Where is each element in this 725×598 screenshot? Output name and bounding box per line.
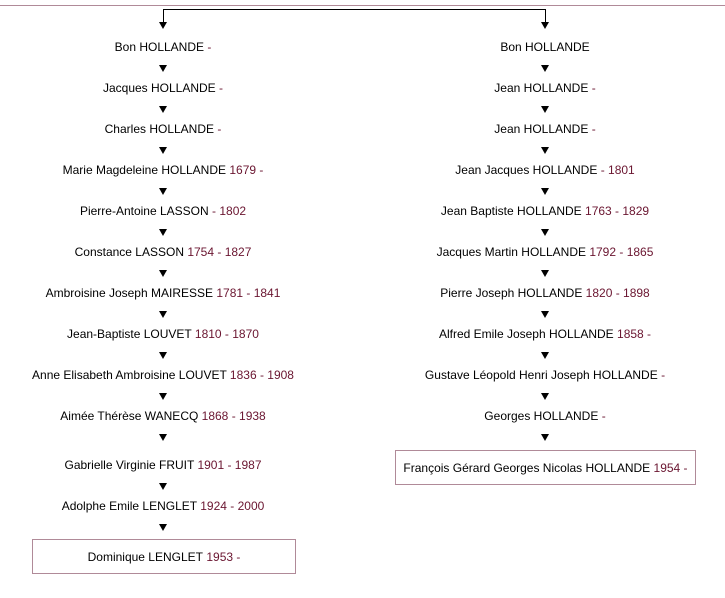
arrow-down-icon: [159, 311, 167, 318]
person-name: Pierre Joseph HOLLANDE: [440, 286, 583, 300]
arrow-down-icon: [159, 524, 167, 531]
arrow-down-icon: [159, 188, 167, 195]
person-dates: 1792 - 1865: [589, 245, 654, 259]
person-left-7: [67, 327, 259, 341]
person-name: Jacques Martin HOLLANDE: [436, 245, 586, 259]
person-name: Alfred Emile Joseph HOLLANDE: [438, 327, 614, 341]
person-name: Pierre-Antoine LASSON: [79, 204, 209, 218]
person-name: Bon HOLLANDE: [500, 40, 590, 54]
person-name: Jean-Baptiste LOUVET: [67, 327, 192, 341]
branch-connector: [163, 9, 546, 10]
person-right-1: [494, 81, 595, 95]
person-name: Anne Elisabeth Ambroisine LOUVET: [32, 368, 227, 382]
arrow-down-icon: [541, 311, 549, 318]
person-dates: -: [591, 81, 596, 95]
arrow-down-icon: [541, 434, 549, 441]
person-name: Charles HOLLANDE: [104, 122, 215, 136]
person-left-1: [103, 81, 223, 95]
arrow-down-icon: [541, 147, 549, 154]
person-name: Aimée Thérèse WANECQ: [60, 409, 199, 423]
person-dates: -: [601, 409, 606, 423]
person-dates: -: [217, 122, 222, 136]
person-dates: 1836 - 1908: [229, 368, 294, 382]
final-person-box-left: [32, 539, 296, 574]
person-dates: 1868 - 1938: [201, 409, 266, 423]
arrow-down-icon: [541, 65, 549, 72]
person-dates: -: [219, 81, 224, 95]
person-left-8: [32, 368, 294, 382]
arrow-down-icon: [159, 270, 167, 277]
person-dates: 1679 -: [229, 163, 264, 177]
person-dates: - 1802: [212, 204, 247, 218]
arrow-down-icon: [541, 229, 549, 236]
person-left-0: [115, 40, 212, 54]
arrow-down-icon: [159, 106, 167, 113]
person-left-10: [64, 458, 261, 472]
arrow-down-icon: [159, 352, 167, 359]
person-dates: 1781 - 1841: [216, 286, 281, 300]
person-dates: 1953 -: [206, 549, 241, 564]
person-left-5: [75, 245, 252, 259]
arrow-down-icon: [541, 106, 549, 113]
person-right-7: [439, 327, 651, 341]
arrow-down-icon: [159, 434, 167, 441]
person-name: François Gérard Georges Nicolas HOLLANDE: [403, 460, 651, 475]
person-dates: 1954 -: [653, 460, 688, 475]
person-name: Jean Jacques HOLLANDE: [455, 163, 598, 177]
arrow-down-icon: [541, 22, 549, 29]
person-name: Jacques HOLLANDE: [102, 81, 216, 95]
arrow-down-icon: [541, 270, 549, 277]
arrow-down-icon: [159, 229, 167, 236]
person-name: Dominique LENGLET: [87, 549, 203, 564]
branch-connector-left: [163, 9, 164, 23]
arrow-down-icon: [159, 147, 167, 154]
person-dates: -: [591, 122, 596, 136]
person-right-8: [425, 368, 665, 382]
person-dates: 1754 - 1827: [187, 245, 252, 259]
arrow-down-icon: [541, 352, 549, 359]
person-right-4: [441, 204, 649, 218]
person-name: Jean Baptiste HOLLANDE: [440, 204, 582, 218]
arrow-down-icon: [159, 22, 167, 29]
person-right-3: [455, 163, 634, 177]
person-left-4: [80, 204, 246, 218]
person-left-3: [63, 163, 264, 177]
person-left-2: [105, 122, 222, 136]
branch-connector-right: [545, 9, 546, 23]
person-dates: -: [207, 40, 212, 54]
person-name: Georges HOLLANDE: [484, 409, 599, 423]
person-name: Gustave Léopold Henri Joseph HOLLANDE: [424, 368, 658, 382]
person-dates: -: [661, 368, 666, 382]
person-name: Ambroisine Joseph MAIRESSE: [45, 286, 213, 300]
person-left-6: [46, 286, 281, 300]
person-dates: 1763 - 1829: [585, 204, 650, 218]
person-right-6: [440, 286, 649, 300]
person-right-0: [500, 40, 589, 54]
person-dates: 1858 -: [617, 327, 652, 341]
top-divider: [0, 5, 725, 6]
person-name: Bon HOLLANDE: [114, 40, 205, 54]
person-dates: - 1801: [600, 163, 635, 177]
person-name: Constance LASSON: [74, 245, 184, 259]
person-name: Adolphe Emile LENGLET: [61, 499, 197, 513]
person-name: Jean HOLLANDE: [494, 81, 589, 95]
arrow-down-icon: [159, 393, 167, 400]
arrow-down-icon: [159, 65, 167, 72]
arrow-down-icon: [541, 188, 549, 195]
person-name: Gabrielle Virginie FRUIT: [64, 458, 195, 472]
person-dates: 1820 - 1898: [585, 286, 650, 300]
person-name: Marie Magdeleine HOLLANDE: [62, 163, 227, 177]
person-dates: 1901 - 1987: [197, 458, 262, 472]
person-name: Jean HOLLANDE: [494, 122, 589, 136]
person-dates: 1924 - 2000: [200, 499, 265, 513]
arrow-down-icon: [541, 393, 549, 400]
person-left-11: [62, 499, 265, 513]
final-person-box-right: [395, 450, 696, 485]
person-dates: 1810 - 1870: [194, 327, 259, 341]
person-left-9: [60, 409, 265, 423]
person-right-5: [437, 245, 654, 259]
person-right-9: [484, 409, 605, 423]
person-right-2: [494, 122, 595, 136]
arrow-down-icon: [159, 483, 167, 490]
